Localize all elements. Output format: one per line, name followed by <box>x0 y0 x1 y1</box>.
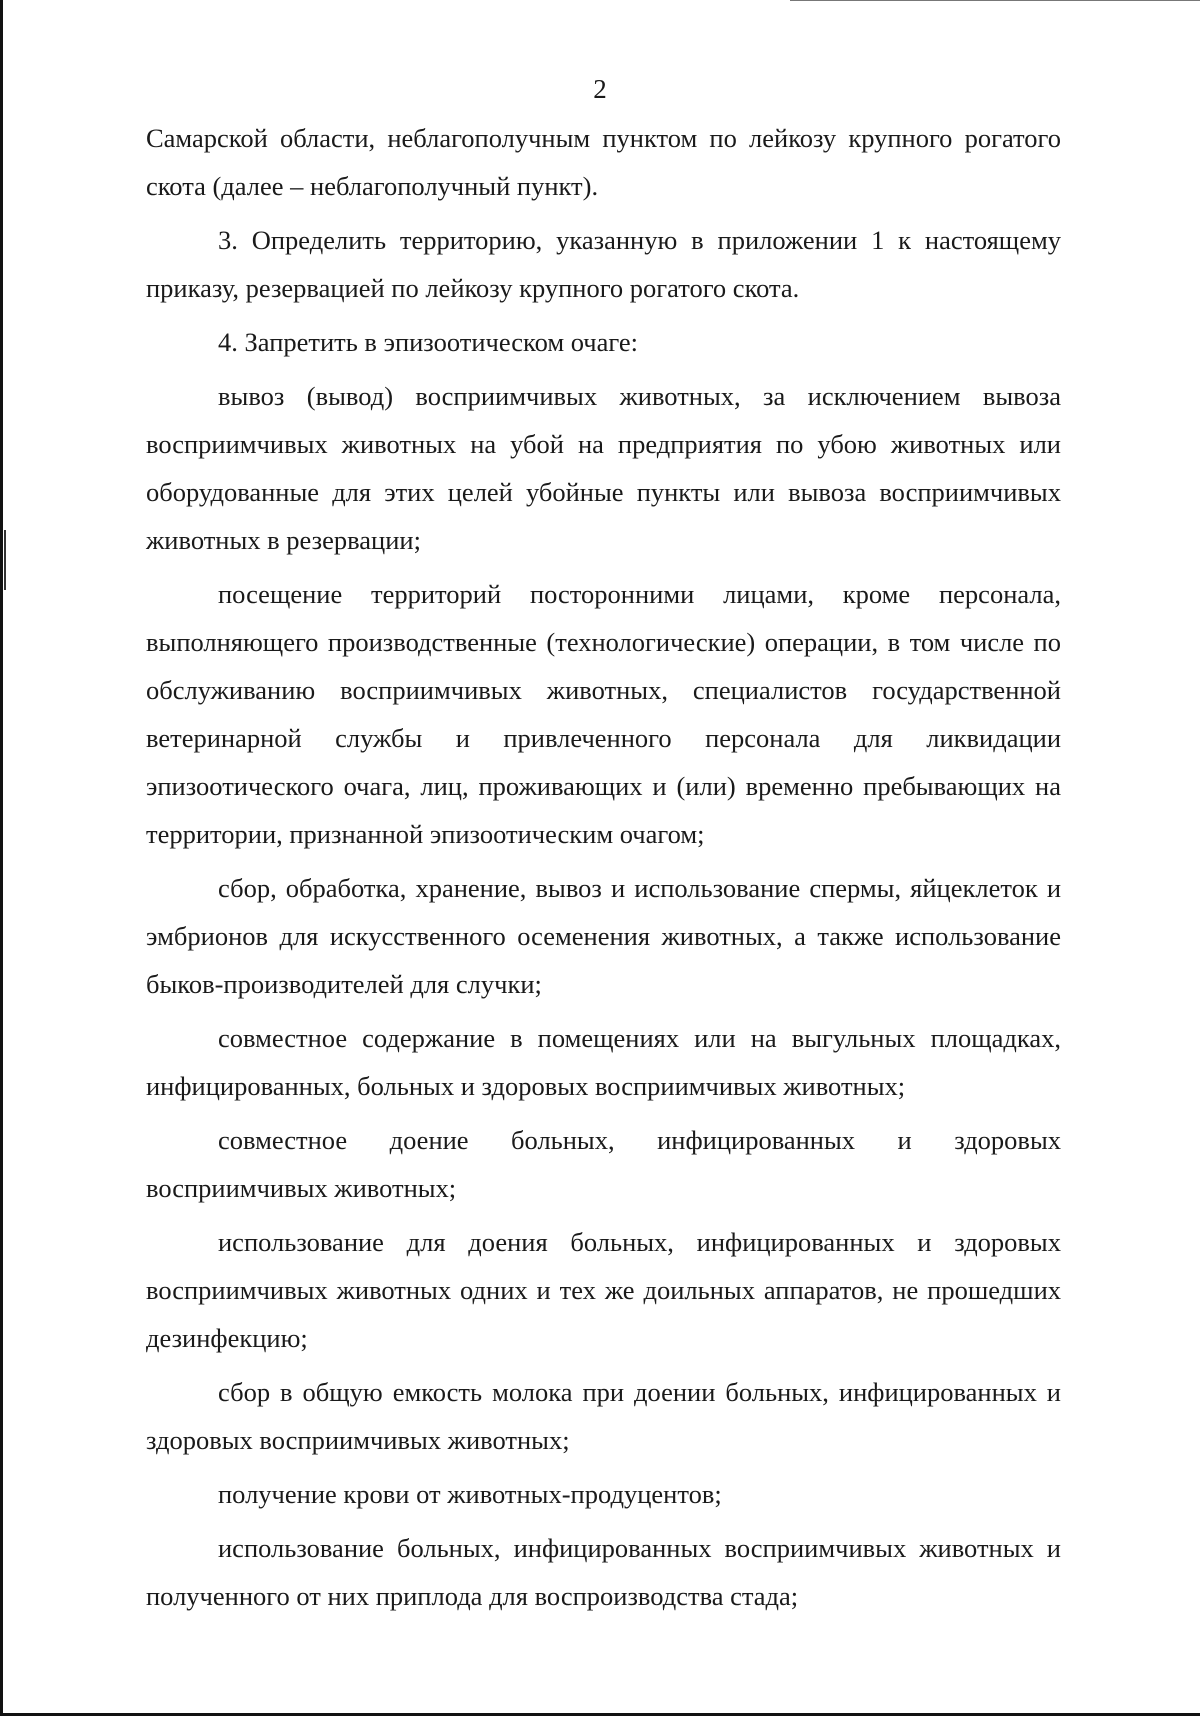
paragraph-prohibition-milk-collection: сбор в общую емкость молока при доении больных, инфицированных и здоровых восприимчивых животных; <box>146 1377 1061 1455</box>
paragraph-prohibition-semen: сбор, обработка, хранение, вывоз и использование спермы, яйцеклеток и эмбрионов для искусственного осеменения животных, а также использование быков-производителей для случки; <box>146 873 1061 999</box>
paragraph-prohibition-milking-equipment: использование для доения больных, инфицированных и здоровых восприимчивых животных одних и тех же доильных аппаратов, не прошедших дезинфекцию; <box>146 1227 1061 1353</box>
paragraph-item-3: 3. Определить территорию, указанную в приложении 1 к настоящему приказу, резервацией по лейкозу крупного рогатого скота. <box>146 225 1061 303</box>
paragraph-prohibition-joint-keeping: совместное содержание в помещениях или на выгульных площадках, инфицированных, больных и здоровых восприимчивых животных; <box>146 1023 1061 1101</box>
paragraph-item-4: 4. Запретить в эпизоотическом очаге: <box>218 327 639 357</box>
paragraph-prohibition-export: вывоз (вывод) восприимчивых животных, за исключением вывоза восприимчивых животных на убой на предприятия по убою животных или оборудованные для этих целей убойные пункты или вывоза восприимчивых животных в резервации; <box>146 381 1061 555</box>
scan-border-top <box>790 0 1200 1</box>
paragraph-continuation: Самарской области, неблагополучным пунктом по лейкозу крупного рогатого скота (далее – неблагополучный пункт). <box>146 123 1061 201</box>
scan-border-left <box>0 0 3 1716</box>
paragraph-prohibition-visits: посещение территорий посторонними лицами, кроме персонала, выполняющего производственные (технологические) операции, в том числе по обслуживанию восприимчивых животных, специалистов государственной ветеринарной службы и привлеченного персонала для ликвидации эпизоотического очага, лиц, проживающих и (или) временно пребывающих на территории, признанной эпизоотическим очагом; <box>146 579 1061 849</box>
paragraph-prohibition-joint-milking: совместное доение больных, инфицированных и здоровых восприимчивых животных; <box>146 1125 1061 1203</box>
document-body <box>146 114 1061 1620</box>
paragraph-prohibition-breeding: использование больных, инфицированных восприимчивых животных и полученного от них приплода для воспроизводства стада; <box>146 1533 1061 1611</box>
scan-mark-left <box>4 530 6 590</box>
page-number: 2 <box>593 74 607 104</box>
paragraph-prohibition-blood: получение крови от животных-продуцентов; <box>218 1479 722 1509</box>
